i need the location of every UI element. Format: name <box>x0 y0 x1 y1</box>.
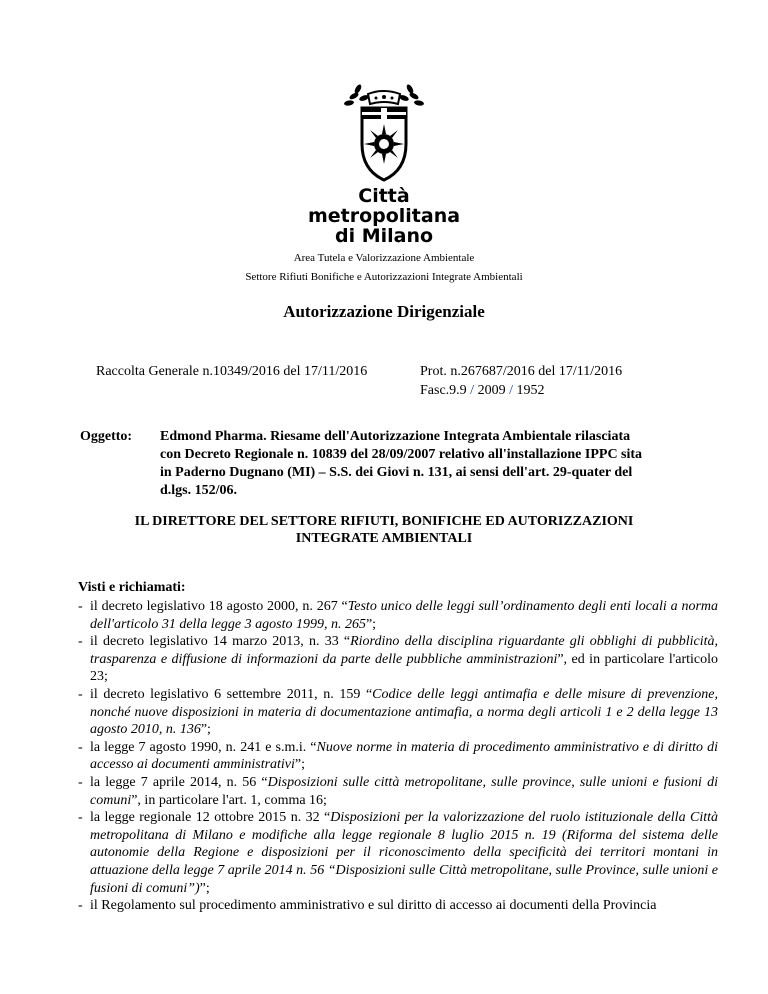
settore-label: Settore Rifiuti Bonifiche e Autorizzazioni Integrate Ambientali <box>245 271 523 283</box>
list-item: - il decreto legislativo 6 settembre 2011, n. 159 “Codice delle leggi antimafia e delle misure di prevenzione, nonché nuove disposizioni in materia di documentazione antimafia, a norma degli articoli 1 e 2 della legge 13 agosto 2010, n. 136”; <box>78 686 718 738</box>
oggetto-label: Oggetto: <box>80 429 133 444</box>
document-title: Autorizzazione Dirigenziale <box>283 302 485 321</box>
list-item: - il Regolamento sul procedimento amministrativo e sul diritto di accesso ai documenti della Provincia <box>78 898 657 914</box>
list-item: - il decreto legislativo 14 marzo 2013, n. 33 “Riordino della disciplina riguardante gli obblighi di pubblicità, trasparenza e diffusione di informazioni da parte delle pubbliche amministrazioni”, ed in particolare l'articolo 23; <box>78 634 718 685</box>
oggetto-block <box>80 428 650 500</box>
org-name-line2: metropolitana <box>307 205 461 227</box>
visti-heading: Visti e richiamati: <box>78 580 186 595</box>
visti-list <box>78 598 718 915</box>
city-emblem-logo <box>334 78 434 182</box>
shield-icon <box>362 108 406 180</box>
list-item: - la legge 7 agosto 1990, n. 241 e s.m.i. “Nuove norme in materia di procedimento amministrativo e di diritto di accesso ai documenti amministrativi”; <box>78 739 718 773</box>
director-heading: IL DIRETTORE DEL SETTORE RIFIUTI, BONIFICHE ED AUTORIZZAZIONI INTEGRATE AMBIENTALI <box>134 514 634 546</box>
area-label: Area Tutela e Valorizzazione Ambientale <box>293 252 475 264</box>
oggetto-text: Edmond Pharma. Riesame dell'Autorizzazione Integrata Ambientale rilasciata con Decreto Regionale n. 10839 del 28/09/2007 relativo all'installazione IPPC sita in Paderno Dugnano (MI) – S.S. dei Giovi n. 131, ai sensi dell'art. 29-quater del d.lgs. 152/06. <box>160 429 643 498</box>
org-name-line1: Città <box>358 185 410 207</box>
list-item: - la legge 7 aprile 2014, n. 56 “Disposizioni sulle città metropolitane, sulle province, sulle unioni e fusioni di comuni”, in particolare l'art. 1, comma 16; <box>78 774 718 808</box>
org-name-line3: di Milano <box>334 225 434 247</box>
crown-icon <box>368 91 400 104</box>
fascicolo: Fasc.9.9 / 2009 / 1952 <box>420 383 545 398</box>
list-item: - la legge regionale 12 ottobre 2015 n. 32 “Disposizioni per la valorizzazione del ruolo istituzionale della Città metropolitana di Milano e modifiche alla legge regionale 8 luglio 2015 n. 19 (Riforma del sistema delle autonomie della Regione e disposizioni per il riconoscimento della specificità dei territori montani in attuazione della legge 7 aprile 2014 n. 56 “Disposizioni sulle Città metropolitane, sulle Province, sulle unioni e fusioni di comuni”)”; <box>78 810 718 896</box>
protocol-number: Prot. n.267687/2016 del 17/11/2016 <box>420 364 623 379</box>
list-item: - il decreto legislativo 18 agosto 2000, n. 267 “Testo unico delle leggi sull’ordinamento degli enti locali a norma dell'articolo 31 della legge 3 agosto 1999, n. 265”; <box>78 599 718 632</box>
raccolta-generale: Raccolta Generale n.10349/2016 del 17/11/2016 <box>96 364 368 379</box>
